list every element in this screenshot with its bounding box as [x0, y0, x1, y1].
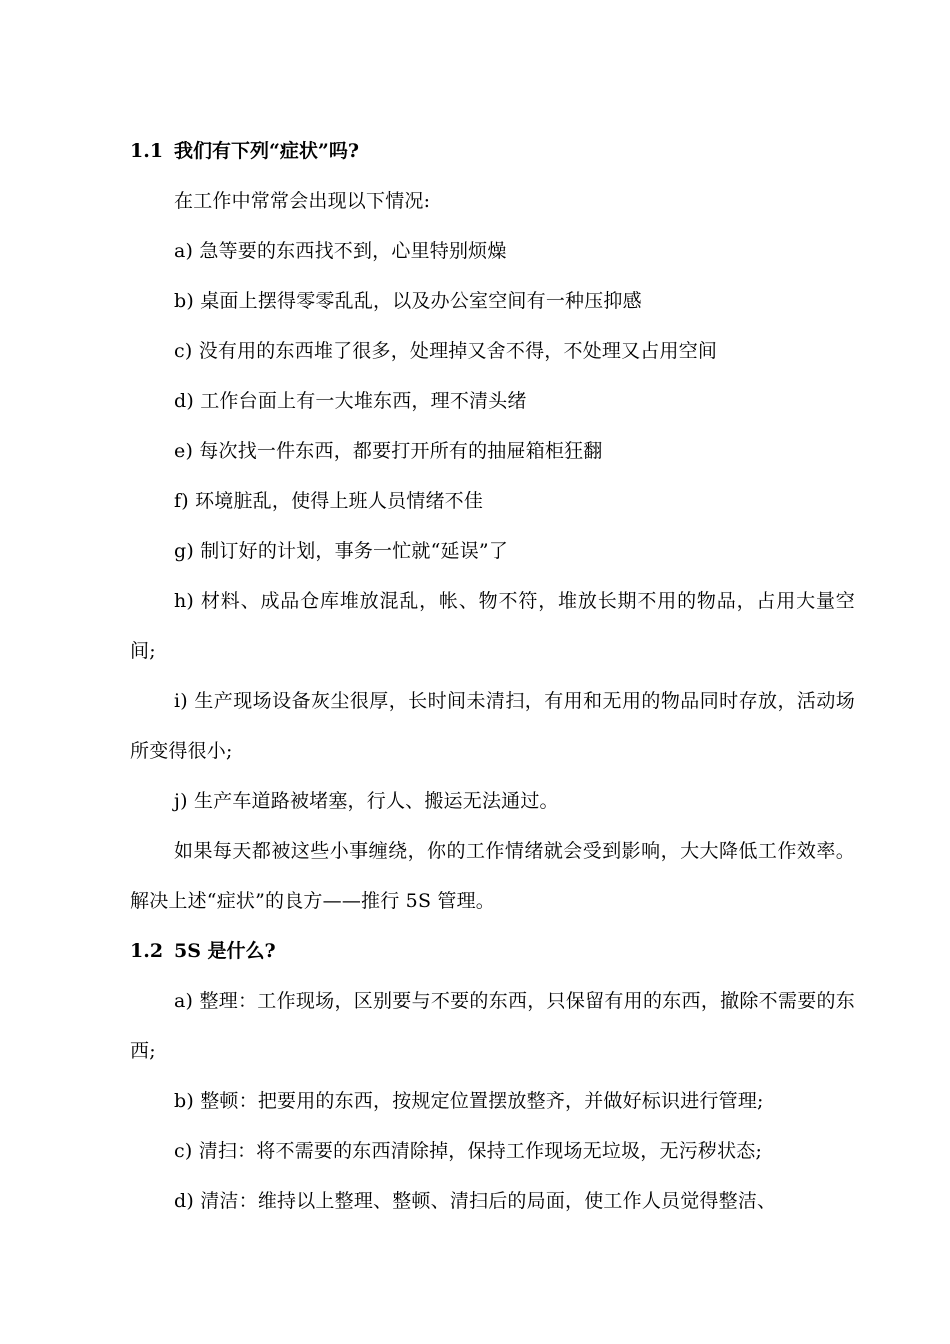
list-item: d) 工作台面上有一大堆东西，理不清头绪 [174, 390, 527, 412]
section-title: 5S 是什么? [174, 940, 276, 962]
list-item: a) 急等要的东西找不到，心里特别烦燥 [174, 240, 507, 262]
intro-paragraph: 在工作中常常会出现以下情况: [174, 190, 431, 212]
list-item: j) 生产车道路被堵塞，行人、搬运无法通过。 [174, 790, 559, 812]
section-title: 我们有下列“症状”吗? [174, 140, 359, 162]
section-number: 1.2 [130, 940, 164, 962]
list-item: c) 清扫：将不需要的东西清除掉，保持工作现场无垃圾，无污秽状态; [174, 1140, 763, 1162]
list-item: h) 材料、成品仓库堆放混乱，帐、物不符，堆放长期不用的物品，占用大量空间; [130, 590, 855, 662]
conclusion-paragraph: 如果每天都被这些小事缠绕，你的工作情绪就会受到影响，大大降低工作效率。解决上述“症状”的良方——推行 5S 管理。 [130, 840, 855, 912]
section-heading-1-1 [130, 126, 855, 176]
list-item: g) 制订好的计划，事务一忙就“延误”了 [174, 540, 509, 562]
document-content [130, 126, 855, 1226]
list-item: i) 生产现场设备灰尘很厚，长时间未清扫，有用和无用的物品同时存放，活动场所变得很小; [130, 690, 855, 762]
list-item: d) 清洁：维持以上整理、整顿、清扫后的局面，使工作人员觉得整洁、 [174, 1190, 777, 1212]
section-heading-1-2 [130, 926, 855, 976]
list-item: a) 整理：工作现场，区别要与不要的东西，只保留有用的东西，撤除不需要的东西; [130, 990, 855, 1062]
list-item: b) 桌面上摆得零零乱乱，以及办公室空间有一种压抑感 [174, 290, 642, 312]
section-number: 1.1 [130, 140, 164, 162]
list-item: b) 整顿：把要用的东西，按规定位置摆放整齐，并做好标识进行管理; [174, 1090, 764, 1112]
list-item: e) 每次找一件东西，都要打开所有的抽屉箱柜狂翻 [174, 440, 603, 462]
list-item: c) 没有用的东西堆了很多，处理掉又舍不得，不处理又占用空间 [174, 340, 718, 362]
list-item: f) 环境脏乱，使得上班人员情绪不佳 [174, 490, 484, 512]
